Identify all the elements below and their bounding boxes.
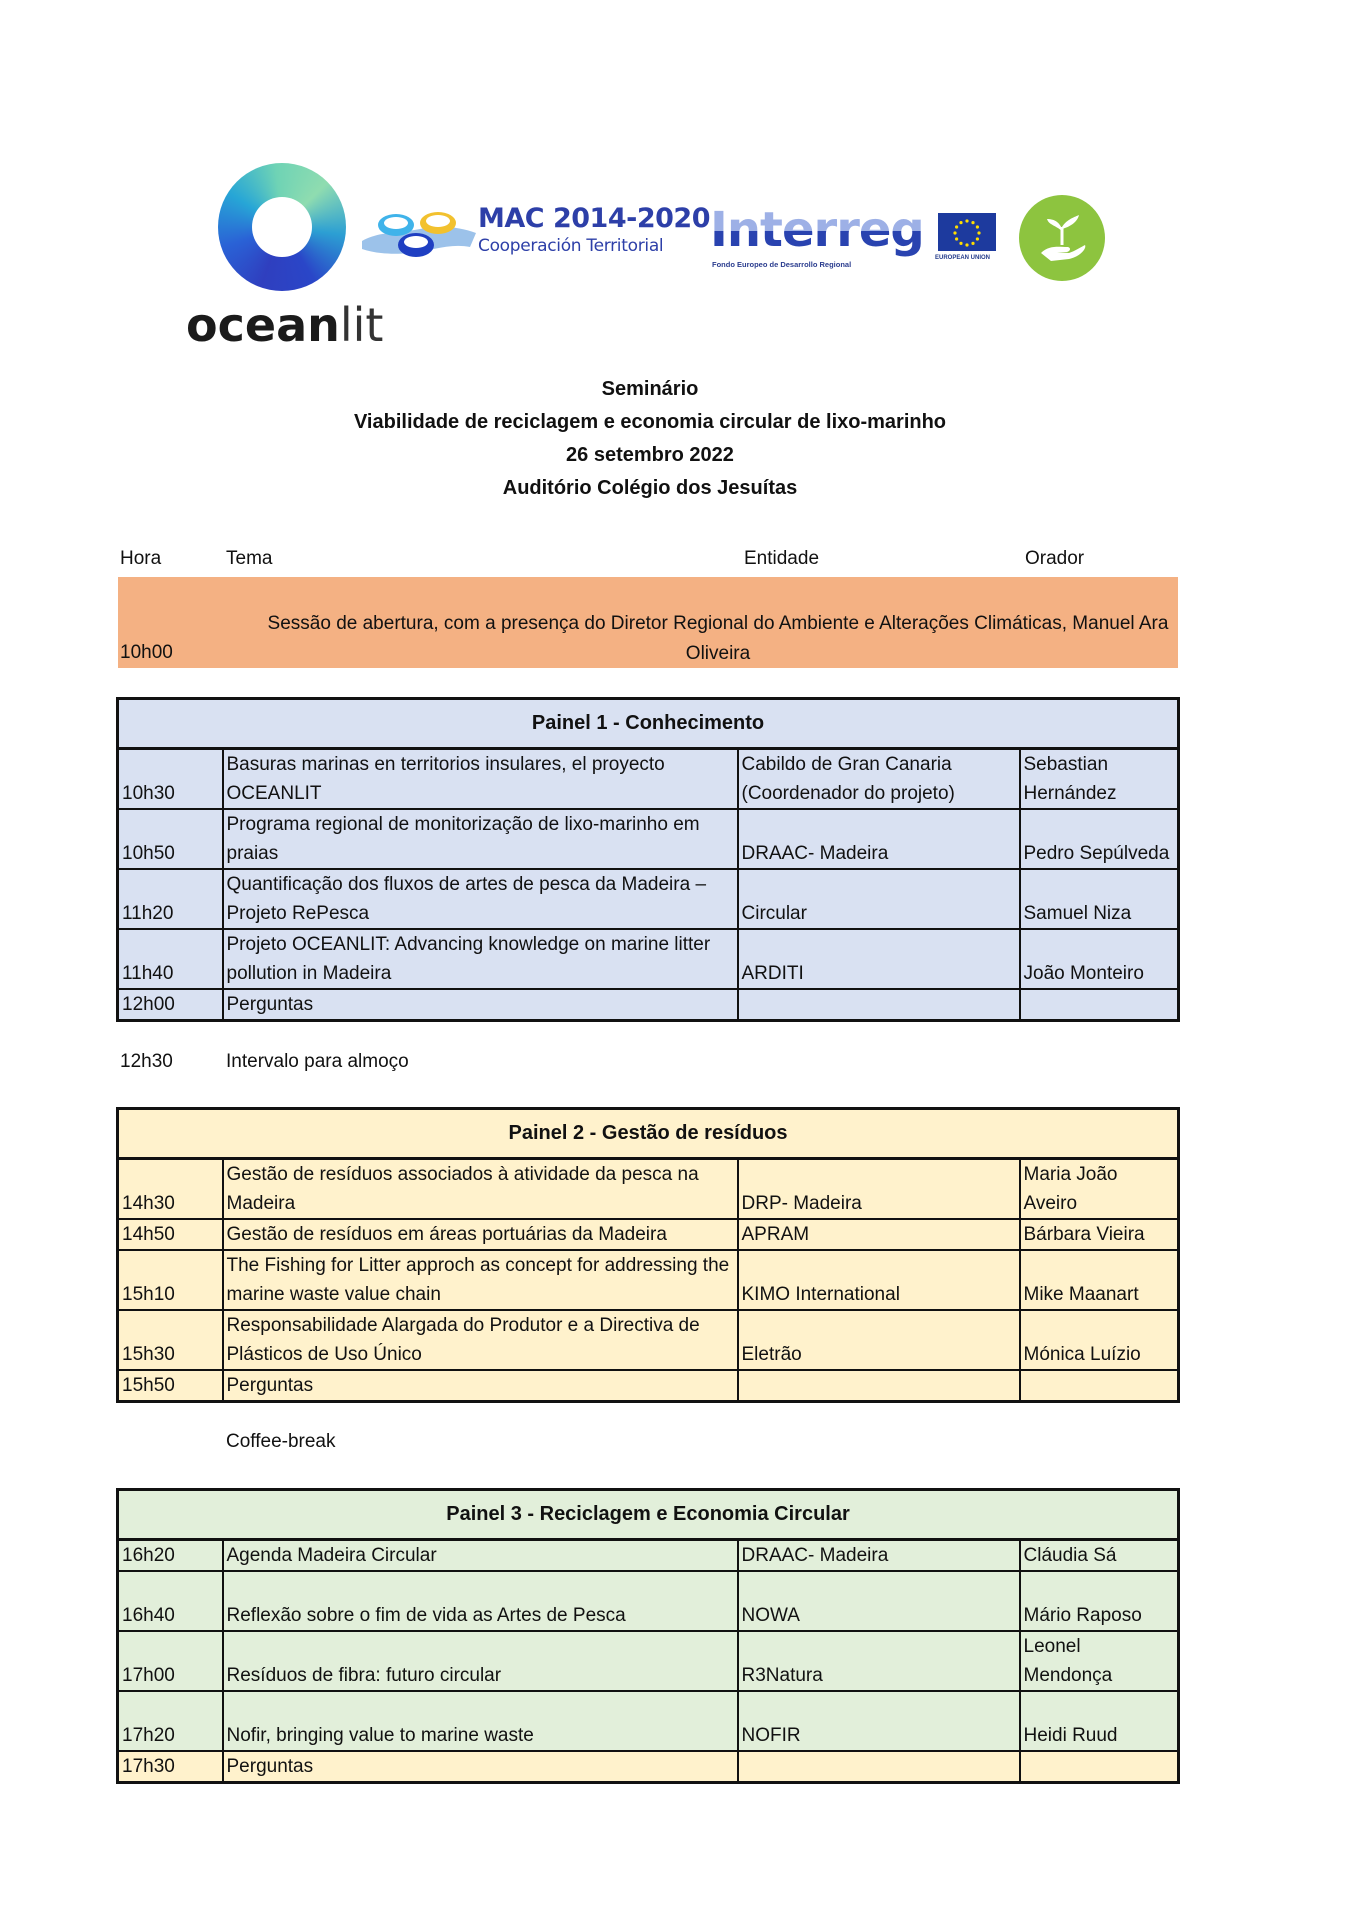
- cell-orador: [1020, 989, 1179, 1021]
- cell-entidade: DRAAC- Madeira: [738, 1540, 1020, 1572]
- column-header-tema: Tema: [226, 548, 273, 569]
- cell-tema: Basuras marinas en territorios insulares, el proyecto OCEANLIT: [223, 749, 738, 810]
- cell-tema: Perguntas: [223, 1370, 738, 1402]
- cell-tema: Projeto OCEANLIT: Advancing knowledge on marine litter pollution in Madeira: [223, 929, 738, 989]
- seminar-label: Seminário: [601, 378, 699, 400]
- cell-tema: Gestão de resíduos em áreas portuárias da Madeira: [223, 1219, 738, 1250]
- eu-label: EUROPEAN UNION: [935, 255, 991, 261]
- cell-entidade: [738, 1751, 1020, 1783]
- cell-time: 14h50: [118, 1219, 223, 1250]
- cell-time: 15h10: [118, 1250, 223, 1310]
- cell-time: 16h20: [118, 1540, 223, 1572]
- mac-title: MAC 2014-2020: [478, 203, 710, 234]
- cell-orador: Mário Raposo: [1020, 1571, 1179, 1631]
- panel-3-table: [116, 1488, 1180, 1784]
- cell-entidade: APRAM: [738, 1219, 1020, 1250]
- cell-tema: Programa regional de monitorização de lixo-marinho em praias: [223, 809, 738, 869]
- opening-text: Sessão de abertura, com a presença do Diretor Regional do Ambiente e Alterações Climáticas, Manuel Ara Oliveira: [267, 613, 1169, 664]
- seminar-venue: Auditório Colégio dos Jesuítas: [502, 477, 798, 499]
- table-row: [118, 929, 1179, 989]
- cell-time: 11h40: [118, 929, 223, 989]
- cell-orador: Bárbara Vieira: [1020, 1219, 1179, 1250]
- seminar-title: Viabilidade de reciclagem e economia circular de lixo-marinho: [353, 411, 947, 433]
- cell-tema: Perguntas: [223, 989, 738, 1021]
- cell-tema: The Fishing for Litter approch as concept for addressing the marine waste value chain: [223, 1250, 738, 1310]
- table-row: [118, 1631, 1179, 1691]
- table-row: [118, 1219, 1179, 1250]
- oceanlit-wordmark: [186, 298, 383, 352]
- cell-time: 17h00: [118, 1631, 223, 1691]
- cell-tema: Nofir, bringing value to marine waste: [223, 1691, 738, 1751]
- lunch-time: 12h30: [120, 1051, 173, 1072]
- cell-entidade: R3Natura: [738, 1631, 1020, 1691]
- cell-entidade: DRP- Madeira: [738, 1159, 1020, 1220]
- cell-time: 17h20: [118, 1691, 223, 1751]
- cell-tema: Agenda Madeira Circular: [223, 1540, 738, 1572]
- lunch-label: Intervalo para almoço: [226, 1051, 409, 1072]
- panel-1-table: [116, 697, 1180, 1022]
- oceanlit-word-bold: ocean: [186, 298, 340, 352]
- opening-time: 10h00: [120, 642, 173, 663]
- panel-title: Painel 2 - Gestão de resíduos: [118, 1109, 1179, 1159]
- cell-entidade: NOFIR: [738, 1691, 1020, 1751]
- opening-session: [118, 577, 1178, 668]
- column-header-entidade: Entidade: [744, 548, 820, 569]
- cell-orador: Cláudia Sá: [1020, 1540, 1179, 1572]
- table-row: [118, 1310, 1179, 1370]
- table-row: [118, 1751, 1179, 1783]
- table-row: [118, 1540, 1179, 1572]
- cell-tema: Responsabilidade Alargada do Produtor e a Directiva de Plásticos de Uso Único: [223, 1310, 738, 1370]
- cell-orador: Pedro Sepúlveda: [1020, 809, 1179, 869]
- cell-entidade: Eletrão: [738, 1310, 1020, 1370]
- cell-orador: Maria João Aveiro: [1020, 1159, 1179, 1220]
- cell-time: 16h40: [118, 1571, 223, 1631]
- cell-time: 12h00: [118, 989, 223, 1021]
- mac-rings-icon: [360, 203, 478, 269]
- cell-time: 10h30: [118, 749, 223, 810]
- cell-orador: Mónica Luízio: [1020, 1310, 1179, 1370]
- cell-tema: Gestão de resíduos associados à atividade da pesca na Madeira: [223, 1159, 738, 1220]
- cell-time: 14h30: [118, 1159, 223, 1220]
- cell-orador: Sebastian Hernández: [1020, 749, 1179, 810]
- table-row: [118, 1250, 1179, 1310]
- cell-entidade: [738, 1370, 1020, 1402]
- cell-tema: Resíduos de fibra: futuro circular: [223, 1631, 738, 1691]
- cell-time: 15h30: [118, 1310, 223, 1370]
- cell-entidade: [738, 989, 1020, 1021]
- interreg-wordmark: Interreg: [710, 202, 924, 258]
- mac-subtitle: Cooperación Territorial: [478, 236, 664, 256]
- cell-orador: Mike Maanart: [1020, 1250, 1179, 1310]
- table-row: [118, 989, 1179, 1021]
- hand-plant-icon: [1019, 195, 1105, 281]
- mac-logo: [360, 203, 710, 269]
- oceanlit-ring-icon: [218, 163, 346, 291]
- cell-entidade: ARDITI: [738, 929, 1020, 989]
- cell-entidade: Circular: [738, 869, 1020, 929]
- column-header-orador: Orador: [1025, 548, 1085, 569]
- cell-tema: Quantificação dos fluxos de artes de pesca da Madeira – Projeto RePesca: [223, 869, 738, 929]
- cell-tema: Reflexão sobre o fim de vida as Artes de Pesca: [223, 1571, 738, 1631]
- column-header-hora: Hora: [120, 548, 162, 569]
- cell-orador: Heidi Ruud: [1020, 1691, 1179, 1751]
- interreg-logo: [710, 202, 930, 278]
- cell-orador: Leonel Mendonça: [1020, 1631, 1179, 1691]
- panel-2-table: [116, 1107, 1180, 1403]
- cell-time: 15h50: [118, 1370, 223, 1402]
- table-row: [118, 1571, 1179, 1631]
- cell-entidade: Cabildo de Gran Canaria (Coordenador do projeto): [738, 749, 1020, 810]
- panel-title: Painel 1 - Conhecimento: [118, 699, 1179, 749]
- cell-time: 11h20: [118, 869, 223, 929]
- interreg-subtitle: Fondo Europeo de Desarrollo Regional: [712, 260, 852, 269]
- table-row: [118, 809, 1179, 869]
- cell-time: 10h50: [118, 809, 223, 869]
- cell-entidade: NOWA: [738, 1571, 1020, 1631]
- cell-entidade: KIMO International: [738, 1250, 1020, 1310]
- table-row: [118, 749, 1179, 810]
- cell-orador: Samuel Niza: [1020, 869, 1179, 929]
- eu-flag-icon: [938, 213, 996, 251]
- cell-time: 17h30: [118, 1751, 223, 1783]
- seminar-date: 26 setembro 2022: [566, 444, 734, 466]
- cell-tema: Perguntas: [223, 1751, 738, 1783]
- table-row: [118, 1370, 1179, 1402]
- table-row: [118, 869, 1179, 929]
- table-row: [118, 1691, 1179, 1751]
- panel-title: Painel 3 - Reciclagem e Economia Circular: [118, 1490, 1179, 1540]
- coffee-break-label: Coffee-break: [226, 1431, 336, 1452]
- cell-orador: João Monteiro: [1020, 929, 1179, 989]
- cell-orador: [1020, 1370, 1179, 1402]
- cell-orador: [1020, 1751, 1179, 1783]
- table-row: [118, 1159, 1179, 1220]
- oceanlit-word-light: lit: [339, 298, 384, 352]
- cell-entidade: DRAAC- Madeira: [738, 809, 1020, 869]
